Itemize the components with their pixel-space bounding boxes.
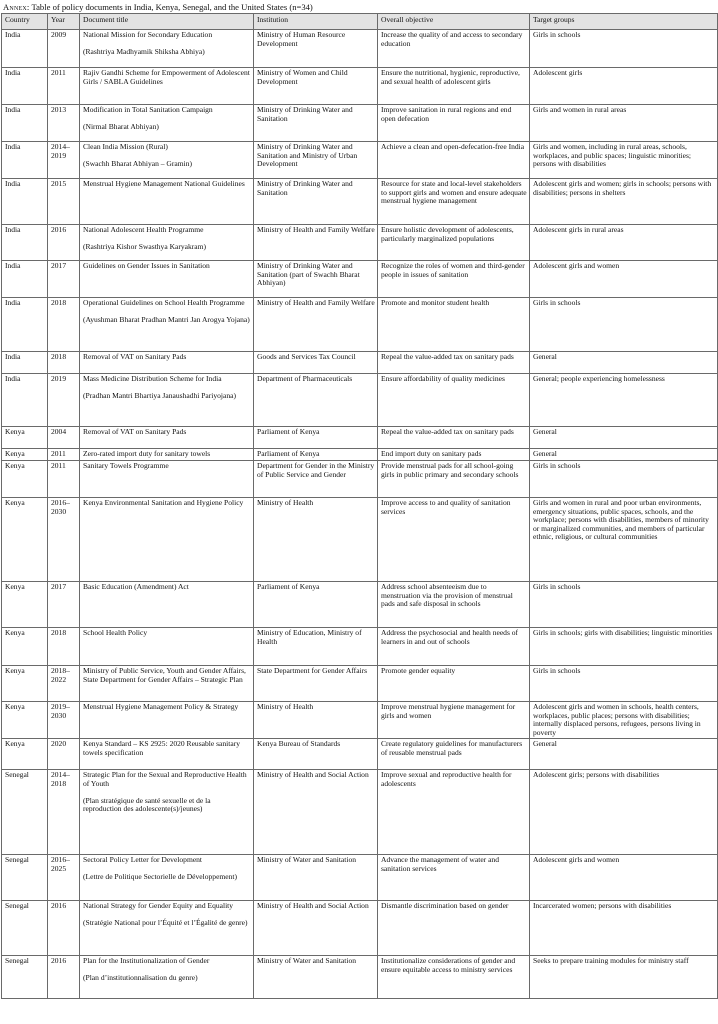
- cell-country: Kenya: [2, 427, 48, 449]
- cell-document-title: [80, 498, 254, 582]
- document-title: Removal of VAT on Sanitary Pads: [83, 427, 187, 436]
- cell-objective: End import duty on sanitary pads: [378, 449, 530, 461]
- document-title: Menstrual Hygiene Management National Guidelines: [83, 179, 245, 188]
- table-body: [2, 30, 718, 999]
- cell-institution: Ministry of Drinking Water and Sanitation (part of Swachh Bharat Abhiyan): [254, 261, 378, 298]
- document-local-title: (Stratégie National pour l’Équité et l’Égalité de genre): [83, 918, 248, 928]
- header-target-groups: Target groups: [530, 14, 718, 30]
- cell-institution: Goods and Services Tax Council: [254, 352, 378, 374]
- cell-document-title: [80, 30, 254, 68]
- cell-year: 2019: [48, 374, 80, 427]
- cell-target-groups: Girls in schools; girls with disabilities; linguistic minorities: [530, 628, 718, 666]
- table-row: [2, 461, 718, 498]
- cell-institution: Ministry of Drinking Water and Sanitation and Ministry of Urban Development: [254, 142, 378, 179]
- caption-text: Table of policy documents in India, Kenya, Senegal, and the United States (n=34): [31, 2, 313, 12]
- document-title: Mass Medicine Distribution Scheme for India: [83, 374, 222, 383]
- document-local-title: (Plan stratégique de santé sexuelle et de la reproduction des adolescente(s)/jeunes): [83, 795, 211, 814]
- cell-country: Kenya: [2, 449, 48, 461]
- cell-country: India: [2, 30, 48, 68]
- cell-year: 2009: [48, 30, 80, 68]
- cell-objective: Increase the quality of and access to secondary education: [378, 30, 530, 68]
- table-row: [2, 666, 718, 702]
- cell-target-groups: Girls and women in rural areas: [530, 105, 718, 142]
- cell-institution: Ministry of Water and Sanitation: [254, 956, 378, 999]
- cell-objective: Institutionalize considerations of gender and ensure equitable access to ministry services: [378, 956, 530, 999]
- table-header: [2, 14, 718, 30]
- cell-country: India: [2, 225, 48, 261]
- cell-country: Kenya: [2, 702, 48, 739]
- table-row: [2, 498, 718, 582]
- document-local-title: (Nirmal Bharat Abhiyan): [83, 122, 159, 132]
- cell-target-groups: Adolescent girls and women; girls in schools; persons with disabilities; persons in shelters: [530, 179, 718, 225]
- cell-objective: Achieve a clean and open-defecation-free India: [378, 142, 530, 179]
- document-local-title: (Pradhan Mantri Bhartiya Janaushadhi Pariyojana): [83, 391, 236, 401]
- header-country: Country: [2, 14, 48, 30]
- cell-objective: Promote and monitor student health: [378, 298, 530, 352]
- cell-target-groups: Seeks to prepare training modules for ministry staff: [530, 956, 718, 999]
- document-title: National Adolescent Health Programme: [83, 225, 204, 234]
- document-title: Rajiv Gandhi Scheme for Empowerment of Adolescent Girls / SABLA Guidelines: [83, 68, 250, 86]
- cell-objective: Ensure affordability of quality medicines: [378, 374, 530, 427]
- document-local-title: (Lettre de Politique Sectorielle de Développement): [83, 872, 238, 882]
- cell-country: Senegal: [2, 901, 48, 956]
- cell-institution: Ministry of Health and Family Welfare: [254, 225, 378, 261]
- table-row: [2, 956, 718, 999]
- table-row: [2, 855, 718, 901]
- cell-country: Kenya: [2, 628, 48, 666]
- cell-objective: Repeal the value-added tax on sanitary pads: [378, 352, 530, 374]
- table-row: [2, 739, 718, 770]
- table-row: [2, 298, 718, 352]
- header-overall-objective: Overall objective: [378, 14, 530, 30]
- cell-country: India: [2, 179, 48, 225]
- header-document-title: Document title: [80, 14, 254, 30]
- cell-country: India: [2, 68, 48, 105]
- cell-objective: Improve sexual and reproductive health for adolescents: [378, 770, 530, 855]
- cell-target-groups: General: [530, 427, 718, 449]
- cell-institution: Kenya Bureau of Standards: [254, 739, 378, 770]
- document-title: Clean India Mission (Rural): [83, 142, 168, 151]
- cell-target-groups: Adolescent girls and women: [530, 261, 718, 298]
- table-row: [2, 142, 718, 179]
- cell-document-title: [80, 105, 254, 142]
- cell-country: Kenya: [2, 666, 48, 702]
- cell-country: India: [2, 261, 48, 298]
- cell-target-groups: Adolescent girls; persons with disabilities: [530, 770, 718, 855]
- table-row: [2, 105, 718, 142]
- document-title: Sectoral Policy Letter for Development: [83, 855, 203, 864]
- cell-institution: Ministry of Health and Social Action: [254, 901, 378, 956]
- table-row: [2, 352, 718, 374]
- document-local-title: (Ayushman Bharat Pradhan Mantri Jan Arogya Yojana): [83, 315, 250, 325]
- table-row: [2, 770, 718, 855]
- cell-institution: Ministry of Drinking Water and Sanitation: [254, 179, 378, 225]
- cell-document-title: [80, 628, 254, 666]
- cell-objective: Repeal the value-added tax on sanitary pads: [378, 427, 530, 449]
- cell-target-groups: Adolescent girls in rural areas: [530, 225, 718, 261]
- cell-institution: Parliament of Kenya: [254, 449, 378, 461]
- cell-institution: Ministry of Health: [254, 498, 378, 582]
- cell-document-title: [80, 298, 254, 352]
- cell-year: 2020: [48, 739, 80, 770]
- cell-institution: Ministry of Health and Family Welfare: [254, 298, 378, 352]
- table-row: [2, 261, 718, 298]
- cell-document-title: [80, 901, 254, 956]
- table-row: [2, 901, 718, 956]
- cell-institution: Department for Gender in the Ministry of Public Service and Gender: [254, 461, 378, 498]
- document-title: Plan for the Institutionalization of Gender: [83, 956, 210, 965]
- cell-year: 2016: [48, 225, 80, 261]
- cell-target-groups: Girls in schools: [530, 30, 718, 68]
- cell-target-groups: Girls in schools: [530, 298, 718, 352]
- cell-year: 2014–2019: [48, 142, 80, 179]
- cell-objective: Promote gender equality: [378, 666, 530, 702]
- document-title: School Health Policy: [83, 628, 148, 637]
- cell-document-title: [80, 582, 254, 628]
- cell-objective: Advance the management of water and sanitation services: [378, 855, 530, 901]
- cell-year: 2018: [48, 352, 80, 374]
- document-title: Sanitary Towels Programme: [83, 461, 169, 470]
- cell-year: 2017: [48, 582, 80, 628]
- cell-country: Kenya: [2, 461, 48, 498]
- document-title: Removal of VAT on Sanitary Pads: [83, 352, 187, 361]
- cell-target-groups: Adolescent girls: [530, 68, 718, 105]
- document-title: Kenya Environmental Sanitation and Hygiene Policy: [83, 498, 244, 507]
- cell-year: 2004: [48, 427, 80, 449]
- cell-document-title: [80, 352, 254, 374]
- cell-institution: Ministry of Water and Sanitation: [254, 855, 378, 901]
- cell-document-title: [80, 739, 254, 770]
- cell-year: 2014–2018: [48, 770, 80, 855]
- cell-document-title: [80, 666, 254, 702]
- cell-year: 2018: [48, 628, 80, 666]
- cell-target-groups: Girls in schools: [530, 666, 718, 702]
- cell-document-title: [80, 374, 254, 427]
- cell-document-title: [80, 449, 254, 461]
- cell-year: 2016: [48, 901, 80, 956]
- cell-year: 2011: [48, 461, 80, 498]
- cell-year: 2018–2022: [48, 666, 80, 702]
- cell-year: 2016–2030: [48, 498, 80, 582]
- document-title: Menstrual Hygiene Management Policy & Strategy: [83, 702, 239, 711]
- cell-country: India: [2, 374, 48, 427]
- cell-target-groups: Incarcerated women; persons with disabilities: [530, 901, 718, 956]
- cell-institution: Ministry of Human Resource Development: [254, 30, 378, 68]
- cell-target-groups: General: [530, 739, 718, 770]
- table-row: [2, 702, 718, 739]
- cell-objective: Improve sanitation in rural regions and end open defecation: [378, 105, 530, 142]
- cell-institution: Parliament of Kenya: [254, 582, 378, 628]
- cell-target-groups: General: [530, 352, 718, 374]
- document-title: Operational Guidelines on School Health Programme: [83, 298, 245, 307]
- cell-document-title: [80, 142, 254, 179]
- cell-objective: Improve menstrual hygiene management for girls and women: [378, 702, 530, 739]
- cell-country: Kenya: [2, 582, 48, 628]
- header-row: [2, 14, 718, 30]
- cell-objective: Provide menstrual pads for all school-going girls in public primary and secondary schools: [378, 461, 530, 498]
- document-title: Kenya Standard – KS 2925: 2020 Reusable sanitary towels specification: [83, 739, 240, 757]
- header-institution: Institution: [254, 14, 378, 30]
- document-local-title: (Rashtriya Madhyamik Shiksha Abhiya): [83, 47, 205, 57]
- cell-target-groups: Girls in schools: [530, 461, 718, 498]
- policy-table: [1, 13, 718, 999]
- cell-target-groups: General; people experiencing homelessness: [530, 374, 718, 427]
- document-local-title: (Plan d’institutionnalisation du genre): [83, 973, 198, 983]
- cell-institution: Ministry of Health: [254, 702, 378, 739]
- cell-year: 2016: [48, 956, 80, 999]
- cell-objective: Ensure the nutritional, hygienic, reproductive, and sexual health of adolescent girls: [378, 68, 530, 105]
- table-row: [2, 582, 718, 628]
- table-caption: [0, 0, 718, 13]
- cell-document-title: [80, 68, 254, 105]
- document-title: Basic Education (Amendment) Act: [83, 582, 189, 591]
- cell-institution: Ministry of Health and Social Action: [254, 770, 378, 855]
- cell-objective: Recognize the roles of women and third-gender people in issues of sanitation: [378, 261, 530, 298]
- cell-country: India: [2, 352, 48, 374]
- caption-lead: Annex:: [3, 2, 30, 12]
- cell-document-title: [80, 461, 254, 498]
- cell-document-title: [80, 770, 254, 855]
- cell-target-groups: General: [530, 449, 718, 461]
- cell-year: 2019–2030: [48, 702, 80, 739]
- cell-year: 2011: [48, 449, 80, 461]
- table-row: [2, 179, 718, 225]
- cell-country: Senegal: [2, 855, 48, 901]
- cell-objective: Address school absenteeism due to menstruation via the provision of menstrual pads and safe disposal in schools: [378, 582, 530, 628]
- cell-year: 2016–2025: [48, 855, 80, 901]
- cell-document-title: [80, 855, 254, 901]
- cell-target-groups: Adolescent girls and women in schools, health centers, workplaces, public places; persons with disabilities; internally displaced persons, refugees, persons living in poverty: [530, 702, 718, 739]
- cell-target-groups: Girls and women, including in rural areas, schools, workplaces, and public spaces; linguistic minorities; persons with disabilities: [530, 142, 718, 179]
- cell-institution: Parliament of Kenya: [254, 427, 378, 449]
- header-year: Year: [48, 14, 80, 30]
- cell-country: Kenya: [2, 498, 48, 582]
- cell-year: 2013: [48, 105, 80, 142]
- table-row: [2, 30, 718, 68]
- table-row: [2, 449, 718, 461]
- cell-objective: Improve access to and quality of sanitation services: [378, 498, 530, 582]
- cell-country: Senegal: [2, 956, 48, 999]
- cell-institution: Department of Pharmaceuticals: [254, 374, 378, 427]
- cell-objective: Ensure holistic development of adolescents, particularly marginalized populations: [378, 225, 530, 261]
- document-title: Modification in Total Sanitation Campaign: [83, 105, 213, 114]
- cell-year: 2015: [48, 179, 80, 225]
- cell-target-groups: Girls and women in rural and poor urban environments, emergency situations, public spaces, schools, and the workplace; persons with disabilities, members of minority or marginalized communities, and members of particular ethnic, religious, or cultural communities: [530, 498, 718, 582]
- document-title: Zero-rated import duty for sanitary towels: [83, 449, 211, 458]
- table-row: [2, 374, 718, 427]
- cell-objective: Dismantle discrimination based on gender: [378, 901, 530, 956]
- cell-institution: Ministry of Drinking Water and Sanitation: [254, 105, 378, 142]
- document-title: National Mission for Secondary Education: [83, 30, 213, 39]
- cell-country: India: [2, 105, 48, 142]
- cell-document-title: [80, 427, 254, 449]
- cell-institution: Ministry of Education, Ministry of Health: [254, 628, 378, 666]
- cell-target-groups: Girls in schools: [530, 582, 718, 628]
- cell-target-groups: Adolescent girls and women: [530, 855, 718, 901]
- document-title: National Strategy for Gender Equity and Equality: [83, 901, 234, 910]
- document-title: Ministry of Public Service, Youth and Gender Affairs, State Department for Gender Affairs – Strategic Plan: [83, 666, 246, 684]
- table-row: [2, 427, 718, 449]
- cell-country: Senegal: [2, 770, 48, 855]
- cell-objective: Address the psychosocial and health needs of learners in and out of schools: [378, 628, 530, 666]
- cell-year: 2018: [48, 298, 80, 352]
- cell-country: Kenya: [2, 739, 48, 770]
- cell-document-title: [80, 225, 254, 261]
- table-row: [2, 68, 718, 105]
- table-row: [2, 225, 718, 261]
- cell-country: India: [2, 142, 48, 179]
- cell-objective: Create regulatory guidelines for manufacturers of reusable menstrual pads: [378, 739, 530, 770]
- cell-country: India: [2, 298, 48, 352]
- cell-institution: Ministry of Women and Child Development: [254, 68, 378, 105]
- document-title: Strategic Plan for the Sexual and Reproductive Health of Youth: [83, 770, 247, 788]
- document-title: Guidelines on Gender Issues in Sanitation: [83, 261, 210, 270]
- cell-document-title: [80, 956, 254, 999]
- document-local-title: (Swachh Bharat Abhiyan – Gramin): [83, 159, 192, 169]
- cell-institution: State Department for Gender Affairs: [254, 666, 378, 702]
- cell-year: 2011: [48, 68, 80, 105]
- cell-document-title: [80, 261, 254, 298]
- table-row: [2, 628, 718, 666]
- document-local-title: (Rashtriya Kishor Swasthya Karyakram): [83, 242, 207, 252]
- cell-document-title: [80, 702, 254, 739]
- cell-year: 2017: [48, 261, 80, 298]
- cell-document-title: [80, 179, 254, 225]
- cell-objective: Resource for state and local-level stakeholders to support girls and women and ensure adequate menstrual hygiene management: [378, 179, 530, 225]
